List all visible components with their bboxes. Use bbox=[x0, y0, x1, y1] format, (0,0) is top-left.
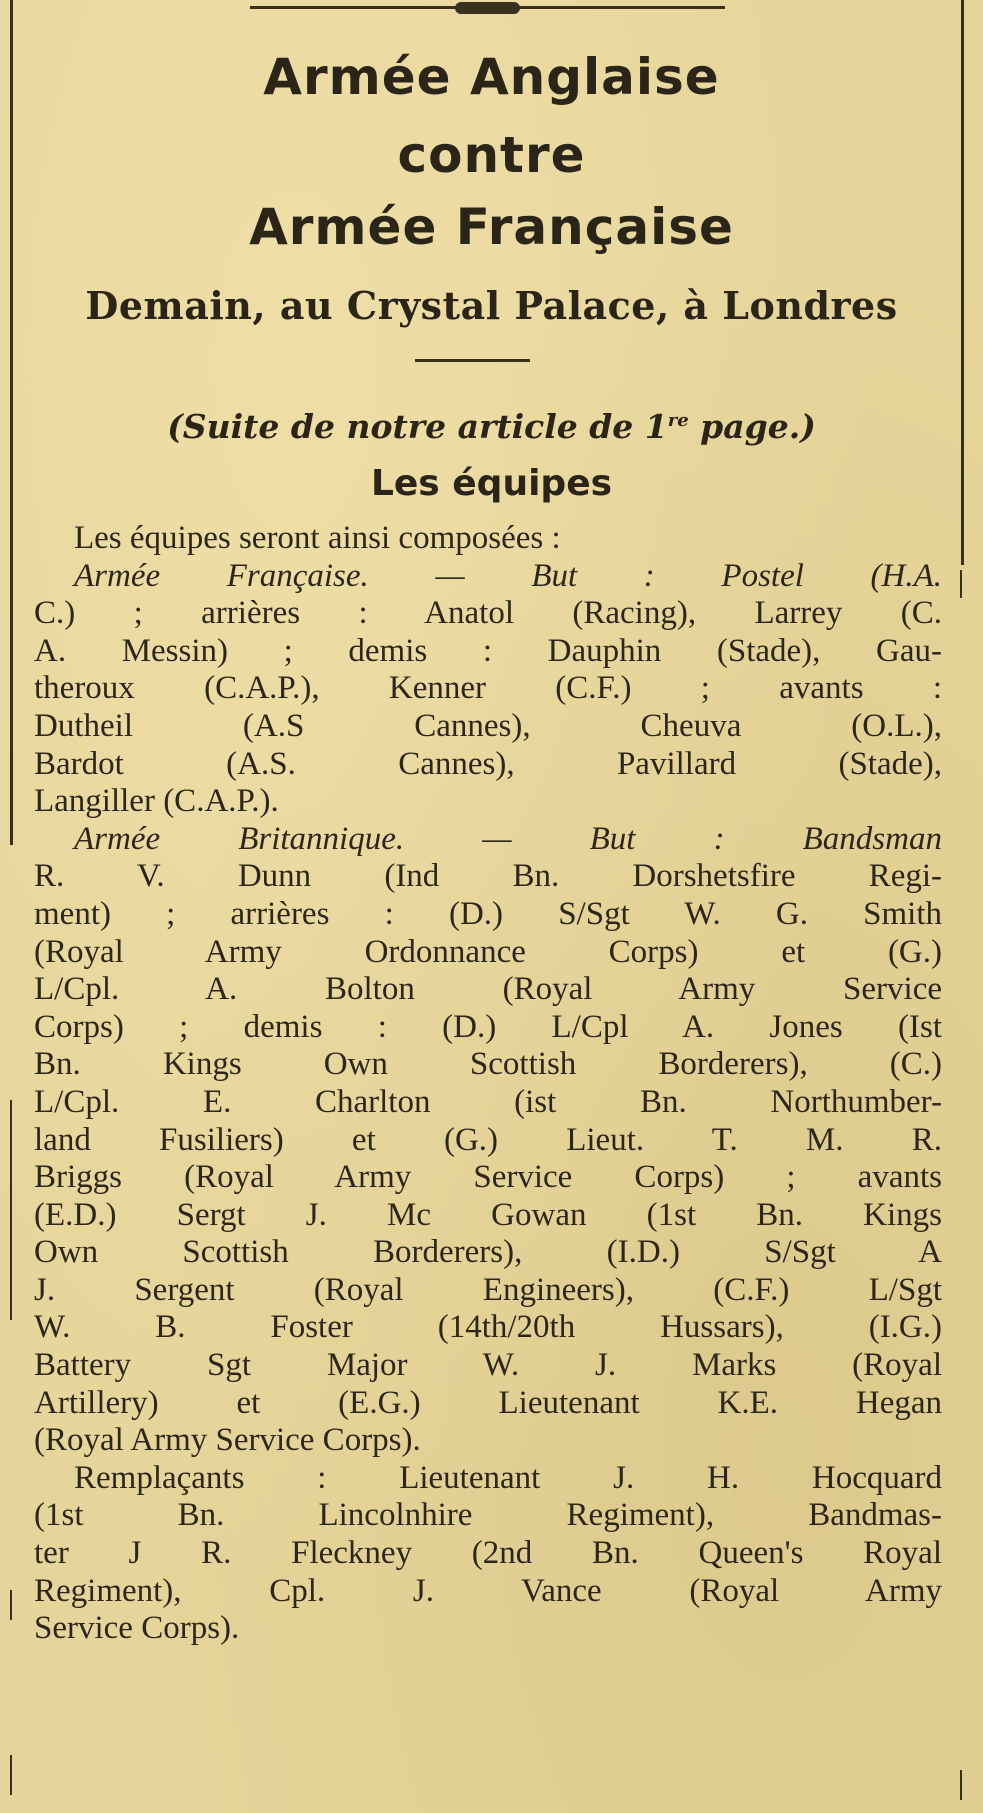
article-line: Bn. Kings Own Scottish Borderers), (C.) bbox=[34, 1046, 942, 1083]
article-line: ter J R. Fleckney (2nd Bn. Queen's Royal bbox=[34, 1535, 942, 1572]
article-line: J. Sergent (Royal Engineers), (C.F.) L/Sgt bbox=[34, 1271, 942, 1308]
article-line: ment) ; arrières : (D.) S/Sgt W. G. Smith bbox=[34, 895, 942, 932]
article-line: R. V. Dunn (Ind Bn. Dorshetsfire Regi- bbox=[34, 858, 942, 895]
continuation-sup: re bbox=[667, 410, 689, 431]
article-line: A. Messin) ; demis : Dauphin (Stade), Gau- bbox=[34, 632, 942, 669]
article-line: (Royal Army Ordonnance Corps) et (G.) bbox=[34, 933, 942, 970]
headline-line-3: Armée Française bbox=[249, 198, 734, 256]
article-line: Dutheil (A.S Cannes), Cheuva (O.L.), bbox=[34, 707, 942, 744]
article-line: Armée Britannique. — But : Bandsman bbox=[74, 820, 942, 857]
article-line: Bardot (A.S. Cannes), Pavillard (Stade), bbox=[34, 745, 942, 782]
article-line: L/Cpl. E. Charlton (ist Bn. Northumber- bbox=[34, 1083, 942, 1120]
ornament-line-left bbox=[250, 6, 460, 9]
article-line: W. B. Foster (14th/20th Hussars), (I.G.) bbox=[34, 1309, 942, 1346]
margin-tick bbox=[10, 1590, 12, 1620]
article-line: Langiller (C.A.P.). bbox=[34, 783, 279, 820]
article-line: Armée Française. — But : Postel (H.A. bbox=[74, 557, 942, 594]
top-ornament-rule bbox=[250, 2, 725, 16]
article-line: Artillery) et (E.G.) Lieutenant K.E. Hegan bbox=[34, 1384, 942, 1421]
article-line: Briggs (Royal Army Service Corps) ; avants bbox=[34, 1159, 942, 1196]
article-line: (1st Bn. Lincolnhire Regiment), Bandmas- bbox=[34, 1497, 942, 1534]
article-line: theroux (C.A.P.), Kenner (C.F.) ; avants : bbox=[34, 670, 942, 707]
margin-tick bbox=[960, 1770, 962, 1800]
section-heading: Les équipes bbox=[370, 463, 613, 504]
article-line: C.) ; arrières : Anatol (Racing), Larrey (C. bbox=[34, 595, 942, 632]
article-line: L/Cpl. A. Bolton (Royal Army Service bbox=[34, 971, 942, 1008]
margin-tick bbox=[10, 1100, 12, 1320]
ornament-knot bbox=[455, 2, 520, 14]
article-line: Own Scottish Borderers), (I.D.) S/Sgt A bbox=[34, 1234, 942, 1271]
ornament-line-right bbox=[515, 6, 725, 9]
margin-tick bbox=[960, 570, 962, 598]
article-line: (Royal Army Service Corps). bbox=[34, 1422, 421, 1459]
separator-rule bbox=[415, 359, 530, 362]
article-line: land Fusiliers) et (G.) Lieut. T. M. R. bbox=[34, 1121, 942, 1158]
article-line: Corps) ; demis : (D.) L/Cpl A. Jones (Ist bbox=[34, 1008, 942, 1045]
continuation-suffix: page.) bbox=[688, 407, 816, 446]
subtitle: Demain, au Crystal Palace, à Londres bbox=[85, 283, 898, 328]
article-line: Regiment), Cpl. J. Vance (Royal Army bbox=[34, 1572, 942, 1609]
headline-line-1: Armée Anglaise bbox=[263, 48, 720, 106]
margin-tick bbox=[10, 1755, 12, 1795]
article-line: Service Corps). bbox=[34, 1610, 240, 1647]
article-line: Les équipes seront ainsi composées : bbox=[74, 520, 561, 556]
continuation-note bbox=[0, 407, 983, 446]
article-line: Remplaçants : Lieutenant J. H. Hocquard bbox=[74, 1459, 942, 1496]
continuation-prefix: (Suite de notre article de 1 bbox=[167, 407, 668, 446]
headline-line-2: contre bbox=[397, 126, 586, 184]
article-line: Battery Sgt Major W. J. Marks (Royal bbox=[34, 1347, 942, 1384]
article-body bbox=[34, 520, 942, 1648]
article-line: (E.D.) Sergt J. Mc Gowan (1st Bn. Kings bbox=[34, 1196, 942, 1233]
